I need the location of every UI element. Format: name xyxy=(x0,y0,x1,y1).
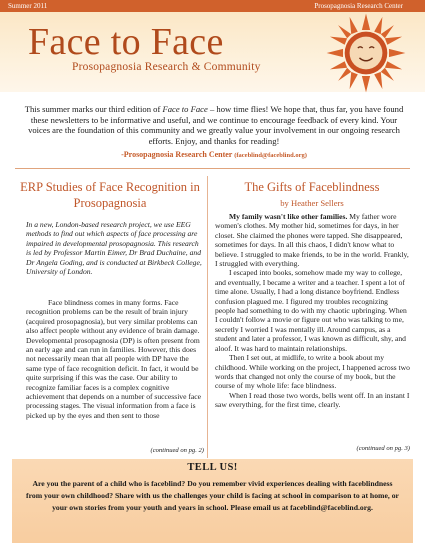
newsletter-subtitle: Prosopagnosia Research & Community xyxy=(72,61,261,73)
top-banner xyxy=(0,0,425,12)
intro-email: (faceblind@faceblind.org) xyxy=(234,152,307,159)
left-article-body: Face blindness comes in many forms. Face recognition problems can be the result of brain injury (acquired prosopagnosia), but very similar problems can also affect people without any evidence of brain damage. Developmental prosopagnosia (DP) is often present from an early age and can run in families. However, this does not necessarily mean that all people with DP have the same type of face recognition deficit. In fact, it would be quite surprising if this was the case. Our ability to recognize familiar faces is a complex cognitive achievement that depends on a number of successive face processing stages. The visual information from a face is picked up by the eyes and then sent to those xyxy=(26,298,202,420)
issue-date: Summer 2011 xyxy=(8,2,48,10)
right-article-byline: by Heather Sellers xyxy=(280,198,344,208)
intro-newsletter-name: Face to Face xyxy=(162,104,208,114)
left-article-continued: (continued on pg. 2) xyxy=(150,447,204,454)
newsletter-title: Face to Face xyxy=(28,21,224,63)
left-article-intro: In a new, London-based research project, we use EEG methods to find out which aspects of face processing are impaired in developmental prosopagnosia. This research is led by Professor Martin Eimer, Dr Brad Duchaine, and Dr Angela Goding, and is conducted at Birkbeck College, University of London. xyxy=(26,220,202,277)
right-article-body: My family wasn't like other families. My father wore women's clothes. My mother hid, sometimes for days, in her closet. She claimed the phones were tapped. She disappeared, sometimes for days. In all this chaos, I didn't know what to believe. I struggled to make friends, to be in the world. Frankly, I struggled with everything. I escaped into books, somehow made my way to college, and eventually, I became a writer and a teacher. I spent a lot of time alone. Usually, I had a long distance boyfriend. Endless confusion plagued me. I figured my troubles recognizing people had something to do with my chaotic upbringing. When I couldn't follow a movie or figure out who was talking to me, secretly I worried I was mentally ill. Around campus, as a student and later a professor, I was known as difficult, shy, and aloof. It was hard to maintain relationships. Then I set out, at midlife, to write a book about my childhood. While working on the project, I happened across two words that changed not only the course of my book, but the course of my whole life: face blindness. When I read those two words, bells went off. In an instant I saw everything, for the first time, clearly. xyxy=(215,212,410,410)
horizontal-divider xyxy=(15,168,410,169)
right-article-continued: (continued on pg. 3) xyxy=(356,445,410,452)
sun-face-logo-icon xyxy=(325,12,407,94)
tell-us-title: TELL US! xyxy=(187,462,238,473)
right-article-lead: My family wasn't like other families. xyxy=(229,212,348,221)
intro-signature: -Prosopagnosia Research Center (faceblind@faceblind.org) xyxy=(121,150,307,159)
right-article-title: The Gifts of Faceblindness xyxy=(244,180,380,194)
tell-us-body: Are you the parent of a child who is faceblind? Do you remember vivid experiences dealing with faceblindness from your own childhood? Share with us the challenges your child is facing at school in comparison to at home, or your own stories from your youth and years in school. Please email us at faceblind@faceblind.org. xyxy=(26,479,399,512)
org-name: Prosopagnosia Research Center xyxy=(314,2,403,10)
column-divider xyxy=(207,176,208,458)
intro-paragraph: This summer marks our third edition of Face to Face – how time flies! We hope that, thus far, you have found these newsletters to be informative and useful, and we continue to encourage feedback of every kind. Your voices are the foundation of this community and we greatly value your involvement in our ongoing research efforts. Enjoy, and thanks for reading! xyxy=(24,104,404,146)
left-article-title: ERP Studies of Face Recognition in Prosopagnosia xyxy=(20,180,200,210)
